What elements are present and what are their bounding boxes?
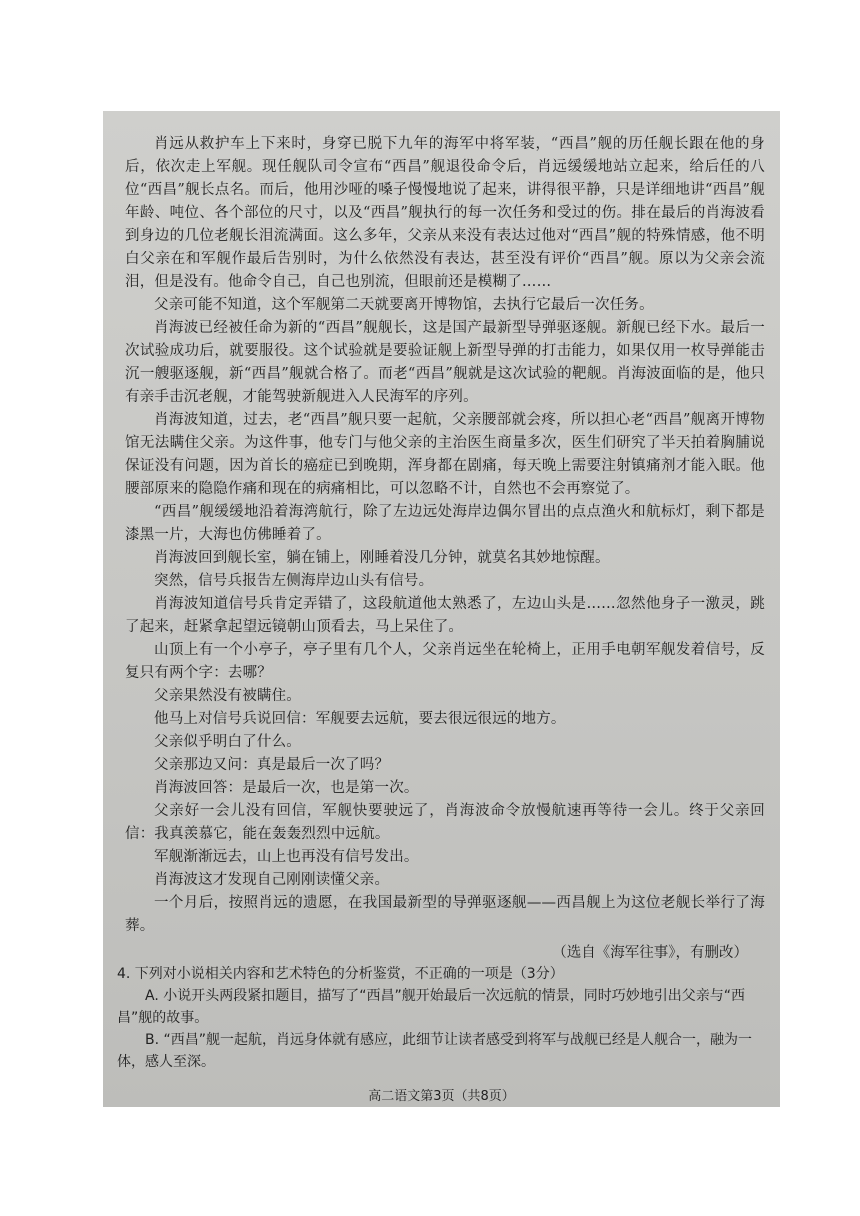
story-paragraph: 肖海波已经被任命为新的“西昌”舰舰长，这是国产最新型导弹驱逐舰。新舰已经下水。最后一次试验成功后，就要服役。这个试验就是要验证舰上新型导弹的打击能力，如果仅用一枚导弹能击沉一艘驱逐舰，新“西昌”舰就合格了。而老“西昌”舰就是这次试验的靶舰。肖海波面临的是，他只有亲手击沉老舰，才能驾驶新舰进入人民海军的序列。 <box>125 320 765 405</box>
page-footer: 高二语文第3页（共8页） <box>368 1089 515 1104</box>
story-paragraph: 肖海波知道信号兵肯定弄错了，这段航道他太熟悉了，左边山头是……忽然他身子一激灵，跳了起来，赶紧拿起望远镜朝山顶看去，马上呆住了。 <box>125 596 765 635</box>
story-paragraph: 他马上对信号兵说回信：军舰要去远航，要去很远很远的地方。 <box>154 711 566 727</box>
story-paragraph: “西昌”舰缓缓地沿着海湾航行，除了左边远处海岸边偶尔冒出的点点渔火和航标灯，剩下都是漆黑一片，大海也仿佛睡着了。 <box>125 504 765 543</box>
story-paragraph: 父亲似乎明白了什么。 <box>154 734 301 750</box>
story-text <box>125 133 765 938</box>
story-paragraph: 肖海波这才发现自己刚刚读懂父亲。 <box>154 872 390 888</box>
story-paragraph: 父亲果然没有被瞒住。 <box>154 688 301 704</box>
question-stem: 4. 下列对小说相关内容和艺术特色的分析鉴赏，不正确的一项是（3分） <box>117 966 564 982</box>
story-paragraph: 父亲可能不知道，这个军舰第二天就要离开博物馆，去执行它最后一次任务。 <box>154 297 654 313</box>
story-paragraph: 肖海波知道，过去，老“西昌”舰只要一起航，父亲腰部就会疼，所以担心老“西昌”舰离开博物馆无法瞒住父亲。为这件事，他专门与他父亲的主治医生商量多次，医生们研究了半天拍着胸脯说保证没有问题，因为首长的癌症已到晚期，浑身都在剧痛，每天晚上需要注射镇痛剂才能入眠。他腰部原来的隐隐作痛和现在的病痛相比，可以忽略不计，自然也不会再察觉了。 <box>125 412 765 497</box>
option-b: B. “西昌”舰一起航，肖远身体就有感应，此细节让读者感受到将军与战舰已经是人舰合一，融为一体，感人至深。 <box>117 1032 753 1070</box>
scanned-page <box>103 111 780 1107</box>
story-paragraph: 突然，信号兵报告左侧海岸边山头有信号。 <box>154 573 434 589</box>
source-citation: （选自《海军往事》，有删改） <box>552 945 748 961</box>
story-paragraph: 军舰渐渐远去，山上也再没有信号发出。 <box>154 849 419 865</box>
story-paragraph: 父亲那边又问：真是最后一次了吗？ <box>154 757 390 773</box>
story-paragraph: 山顶上有一个小亭子，亭子里有几个人，父亲肖远坐在轮椅上，正用手电朝军舰发着信号，反复只有两个字：去哪？ <box>125 642 765 681</box>
option-a: A. 小说开头两段紧扣题目，描写了“西昌”舰开始最后一次远航的情景，同时巧妙地引出父亲与“西昌”舰的故事。 <box>117 988 745 1026</box>
story-paragraph: 肖远从救护车上下来时，身穿已脱下九年的海军中将军装，“西昌”舰的历任舰长跟在他的身后，依次走上军舰。现任舰队司令宣布“西昌”舰退役命令后，肖远缓缓地站立起来，给后任的八位“西昌”舰长点名。而后，他用沙哑的嗓子慢慢地说了起来，讲得很平静，只是详细地讲“西昌”舰年龄、吨位、各个部位的尺寸，以及“西昌”舰执行的每一次任务和受过的伤。排在最后的肖海波看到身边的几位老舰长泪流满面。这么多年，父亲从来没有表达过他对“西昌”舰的特殊情感，他不明白父亲在和军舰作最后告别时，为什么依然没有表达，甚至没有评价“西昌”舰。原以为父亲会流泪，但是没有。他命令自己，自己也别流，但眼前还是模糊了…… <box>125 136 765 290</box>
story-paragraph: 一个月后，按照肖远的遗愿，在我国最新型的导弹驱逐舰——西昌舰上为这位老舰长举行了海葬。 <box>125 895 765 934</box>
story-paragraph: 肖海波回答：是最后一次，也是第一次。 <box>154 780 419 796</box>
story-paragraph: 父亲好一会儿没有回信，军舰快要驶远了，肖海波命令放慢航速再等待一会儿。终于父亲回信：我真羡慕它，能在轰轰烈烈中远航。 <box>125 803 765 842</box>
story-paragraph: 肖海波回到舰长室，躺在铺上，刚睡着没几分钟，就莫名其妙地惊醒。 <box>154 550 610 566</box>
question-4 <box>117 963 757 1073</box>
